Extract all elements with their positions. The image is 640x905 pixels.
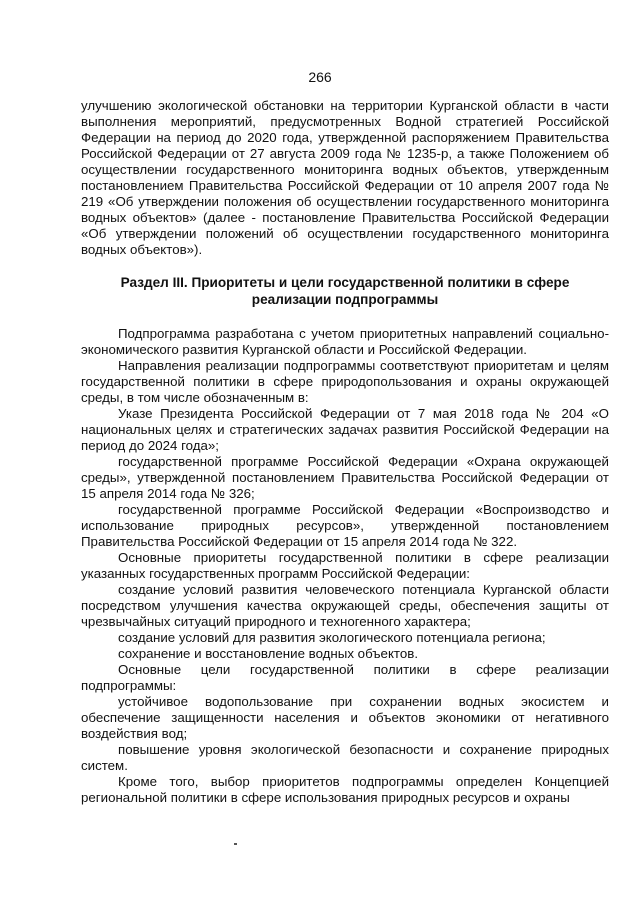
scan-speck — [234, 843, 237, 845]
section-heading: Раздел III. Приоритеты и цели государственной политики в сфере реализации подпрограммы — [120, 275, 570, 307]
paragraph: сохранение и восстановление водных объектов. — [118, 646, 419, 661]
paragraph: повышение уровня экологической безопасности и сохранение природных систем. — [81, 742, 609, 773]
paragraph: государственной программе Российской Федерации «Охрана окружающей среды», утвержденной постановлением Правительства Российской Федерации от 15 апреля 2014 года № 326; — [81, 454, 609, 501]
paragraph: Указе Президента Российской Федерации от 7 мая 2018 года № 204 «О национальных целях и стратегических задачах развития Российской Федерации на период до 2024 года»; — [81, 406, 609, 453]
paragraph: создание условий для развития экологического потенциала региона; — [118, 630, 546, 645]
paragraph: Подпрограмма разработана с учетом приоритетных направлений социально-экономического развития Курганской области и Российской Федерации. — [81, 326, 609, 357]
intro-paragraph: улучшению экологической обстановки на территории Курганской области в части выполнения мероприятий, предусмотренных Водной стратегией Российской Федерации на период до 2020 года, утвержденной распоряжением Правительства Российской Федерации от 27 августа 2009 года № 1235-р, а также Положением об осуществлении государственного мониторинга водных объектов, утвержденным постановлением Правительства Российской Федерации от 10 апреля 2007 года № 219 «Об утверждении положения об осуществлении государственного мониторинга водных объектов» (далее - постановление Правительства Российской Федерации «Об утверждении положений об осуществлении государственного мониторинга водных объектов»). — [81, 98, 609, 257]
paragraph: Основные приоритеты государственной политики в сфере реализации указанных государственных программ Российской Федерации: — [81, 550, 609, 581]
page-number: 266 — [308, 69, 332, 85]
paragraph: Кроме того, выбор приоритетов подпрограммы определен Концепцией региональной политики в сфере использования природных ресурсов и охраны — [81, 774, 609, 805]
paragraph: Направления реализации подпрограммы соответствуют приоритетам и целям государственной политики в сфере природопользования и охраны окружающей среды, в том числе обозначенным в: — [81, 358, 609, 405]
paragraph: Основные цели государственной политики в сфере реализации подпрограммы: — [81, 662, 609, 693]
paragraph: устойчивое водопользование при сохранении водных экосистем и обеспечение защищенности населения и объектов экономики от негативного воздействия вод; — [81, 694, 609, 741]
paragraph: государственной программе Российской Федерации «Воспроизводство и использование природных ресурсов», утвержденной постановлением Правительства Российской Федерации от 15 апреля 2014 года № 322. — [81, 502, 609, 549]
document-body — [81, 98, 609, 806]
paragraph: создание условий развития человеческого потенциала Курганской области посредством улучшения качества окружающей среды, обеспечения защиты от чрезвычайных ситуаций природного и техногенного характера; — [81, 582, 609, 629]
